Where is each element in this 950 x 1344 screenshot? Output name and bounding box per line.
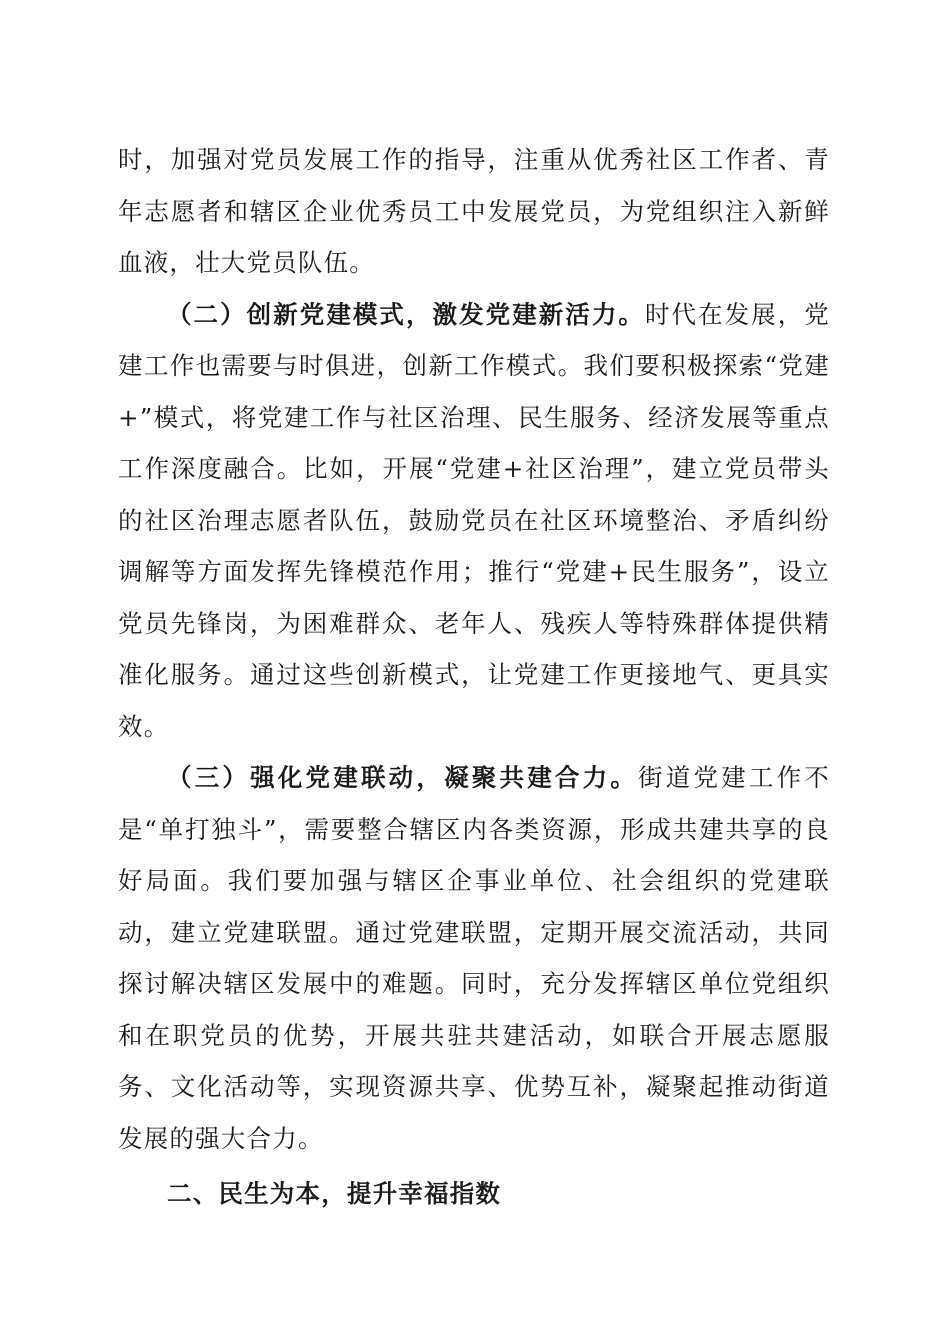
paragraph-strengthen-linkage [118,752,830,1164]
paragraph-lead-heading: （二）创新党建模式，激发党建新活力。 [167,299,645,329]
paragraph-body: 街道党建工作不是“单打独斗”，需要整合辖区内各类资源，形成共建共享的良好局面。我们要加强与辖区企事业单位、社会组织的党建联动，建立党建联盟。通过党建联盟，定期开展交流活动，共同探讨解决辖区发展中的难题。同时，充分发挥辖区单位党组织和在职党员的优势，开展共驻共建活动，如联合开展志愿服务、文化活动等，实现资源共享、优势互补，凝聚起推动街道发展的强大合力。 [118,763,830,1153]
document-page [118,134,830,1220]
section-heading: 二、民生为本，提升幸福指数 [167,1179,502,1208]
paragraph-innovate-party-building [118,289,830,753]
paragraph-body: 时，加强对党员发展工作的指导，注重从优秀社区工作者、青年志愿者和辖区企业优秀员工中发展党员，为党组织注入新鲜血液，壮大党员队伍。 [118,145,830,277]
paragraph-lead-heading: （三）强化党建联动，凝聚共建合力。 [167,763,639,792]
paragraph-body: 时代在发展，党建工作也需要与时俱进，创新工作模式。我们要积极探索“党建+”模式，将党建工作与社区治理、民生服务、经济发展等重点工作深度融合。比如，开展“党建+社区治理”，建立党员带头的社区治理志愿者队伍，鼓励党员在社区环境整治、矛盾纠纷调解等方面发挥先锋模范作用；推行“党建+民生服务”，设立党员先锋岗，为困难群众、老年人、残疾人等特殊群体提供精准化服务。通过这些创新模式，让党建工作更接地气、更具实效。 [118,299,830,741]
paragraph-continuation [118,134,830,289]
